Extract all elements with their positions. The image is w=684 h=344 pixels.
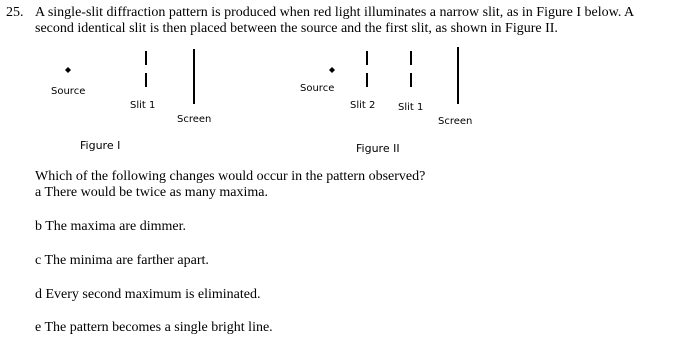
figure1-source-label: Source <box>51 86 86 97</box>
choice-e-text: The pattern becomes a single bright line. <box>44 320 273 335</box>
figure2-source-dot <box>329 67 335 73</box>
choice-b-text: The maxima are dimmer. <box>45 219 186 234</box>
choice-e-letter: e <box>35 320 42 335</box>
question-text-line-1: A single-slit diffraction pattern is produced when red light illuminates a narrow slit, as in Figure I below. A <box>35 5 635 20</box>
choice-c[interactable] <box>35 253 209 269</box>
figure1-slit-upper <box>145 51 147 65</box>
choice-a-text: There would be twice as many maxima. <box>44 185 269 200</box>
figure2-caption: Figure II <box>356 142 400 155</box>
choice-d[interactable] <box>35 287 261 303</box>
choice-b-letter: b <box>35 219 42 234</box>
figure2-slit1-label: Slit 1 <box>398 102 424 113</box>
question-number: 25. <box>6 5 24 20</box>
figure1-caption: Figure I <box>80 139 121 152</box>
choice-a[interactable] <box>35 185 268 201</box>
figure1-slit-label: Slit 1 <box>130 100 156 111</box>
choice-c-letter: c <box>35 253 42 268</box>
figure2-slit2-label: Slit 2 <box>350 100 376 111</box>
figure2-screen-label: Screen <box>438 116 473 127</box>
figure2-slit1-upper <box>410 51 412 65</box>
figure1-slit-lower <box>145 73 147 87</box>
figure1-source-dot <box>65 67 71 73</box>
choice-d-letter: d <box>35 287 42 302</box>
figure2-source-label: Source <box>300 83 335 94</box>
choice-b[interactable] <box>35 219 186 235</box>
figure2-slit2-upper <box>366 51 368 65</box>
choice-c-text: The minima are farther apart. <box>44 253 209 268</box>
question-prompt: Which of the following changes would occur in the pattern observed? <box>35 169 426 184</box>
choice-d-text: Every second maximum is eliminated. <box>45 287 261 302</box>
choice-e[interactable] <box>35 320 273 336</box>
figure2-screen <box>457 47 459 104</box>
figure2-slit1-lower <box>410 73 412 87</box>
figure2-slit2-lower <box>366 73 368 87</box>
choice-a-letter: a <box>35 185 42 200</box>
figure1-screen-label: Screen <box>177 114 212 125</box>
figure1-screen <box>193 49 195 104</box>
question-text-line-2: second identical slit is then placed between the source and the first slit, as shown in Figure II. <box>35 21 558 36</box>
